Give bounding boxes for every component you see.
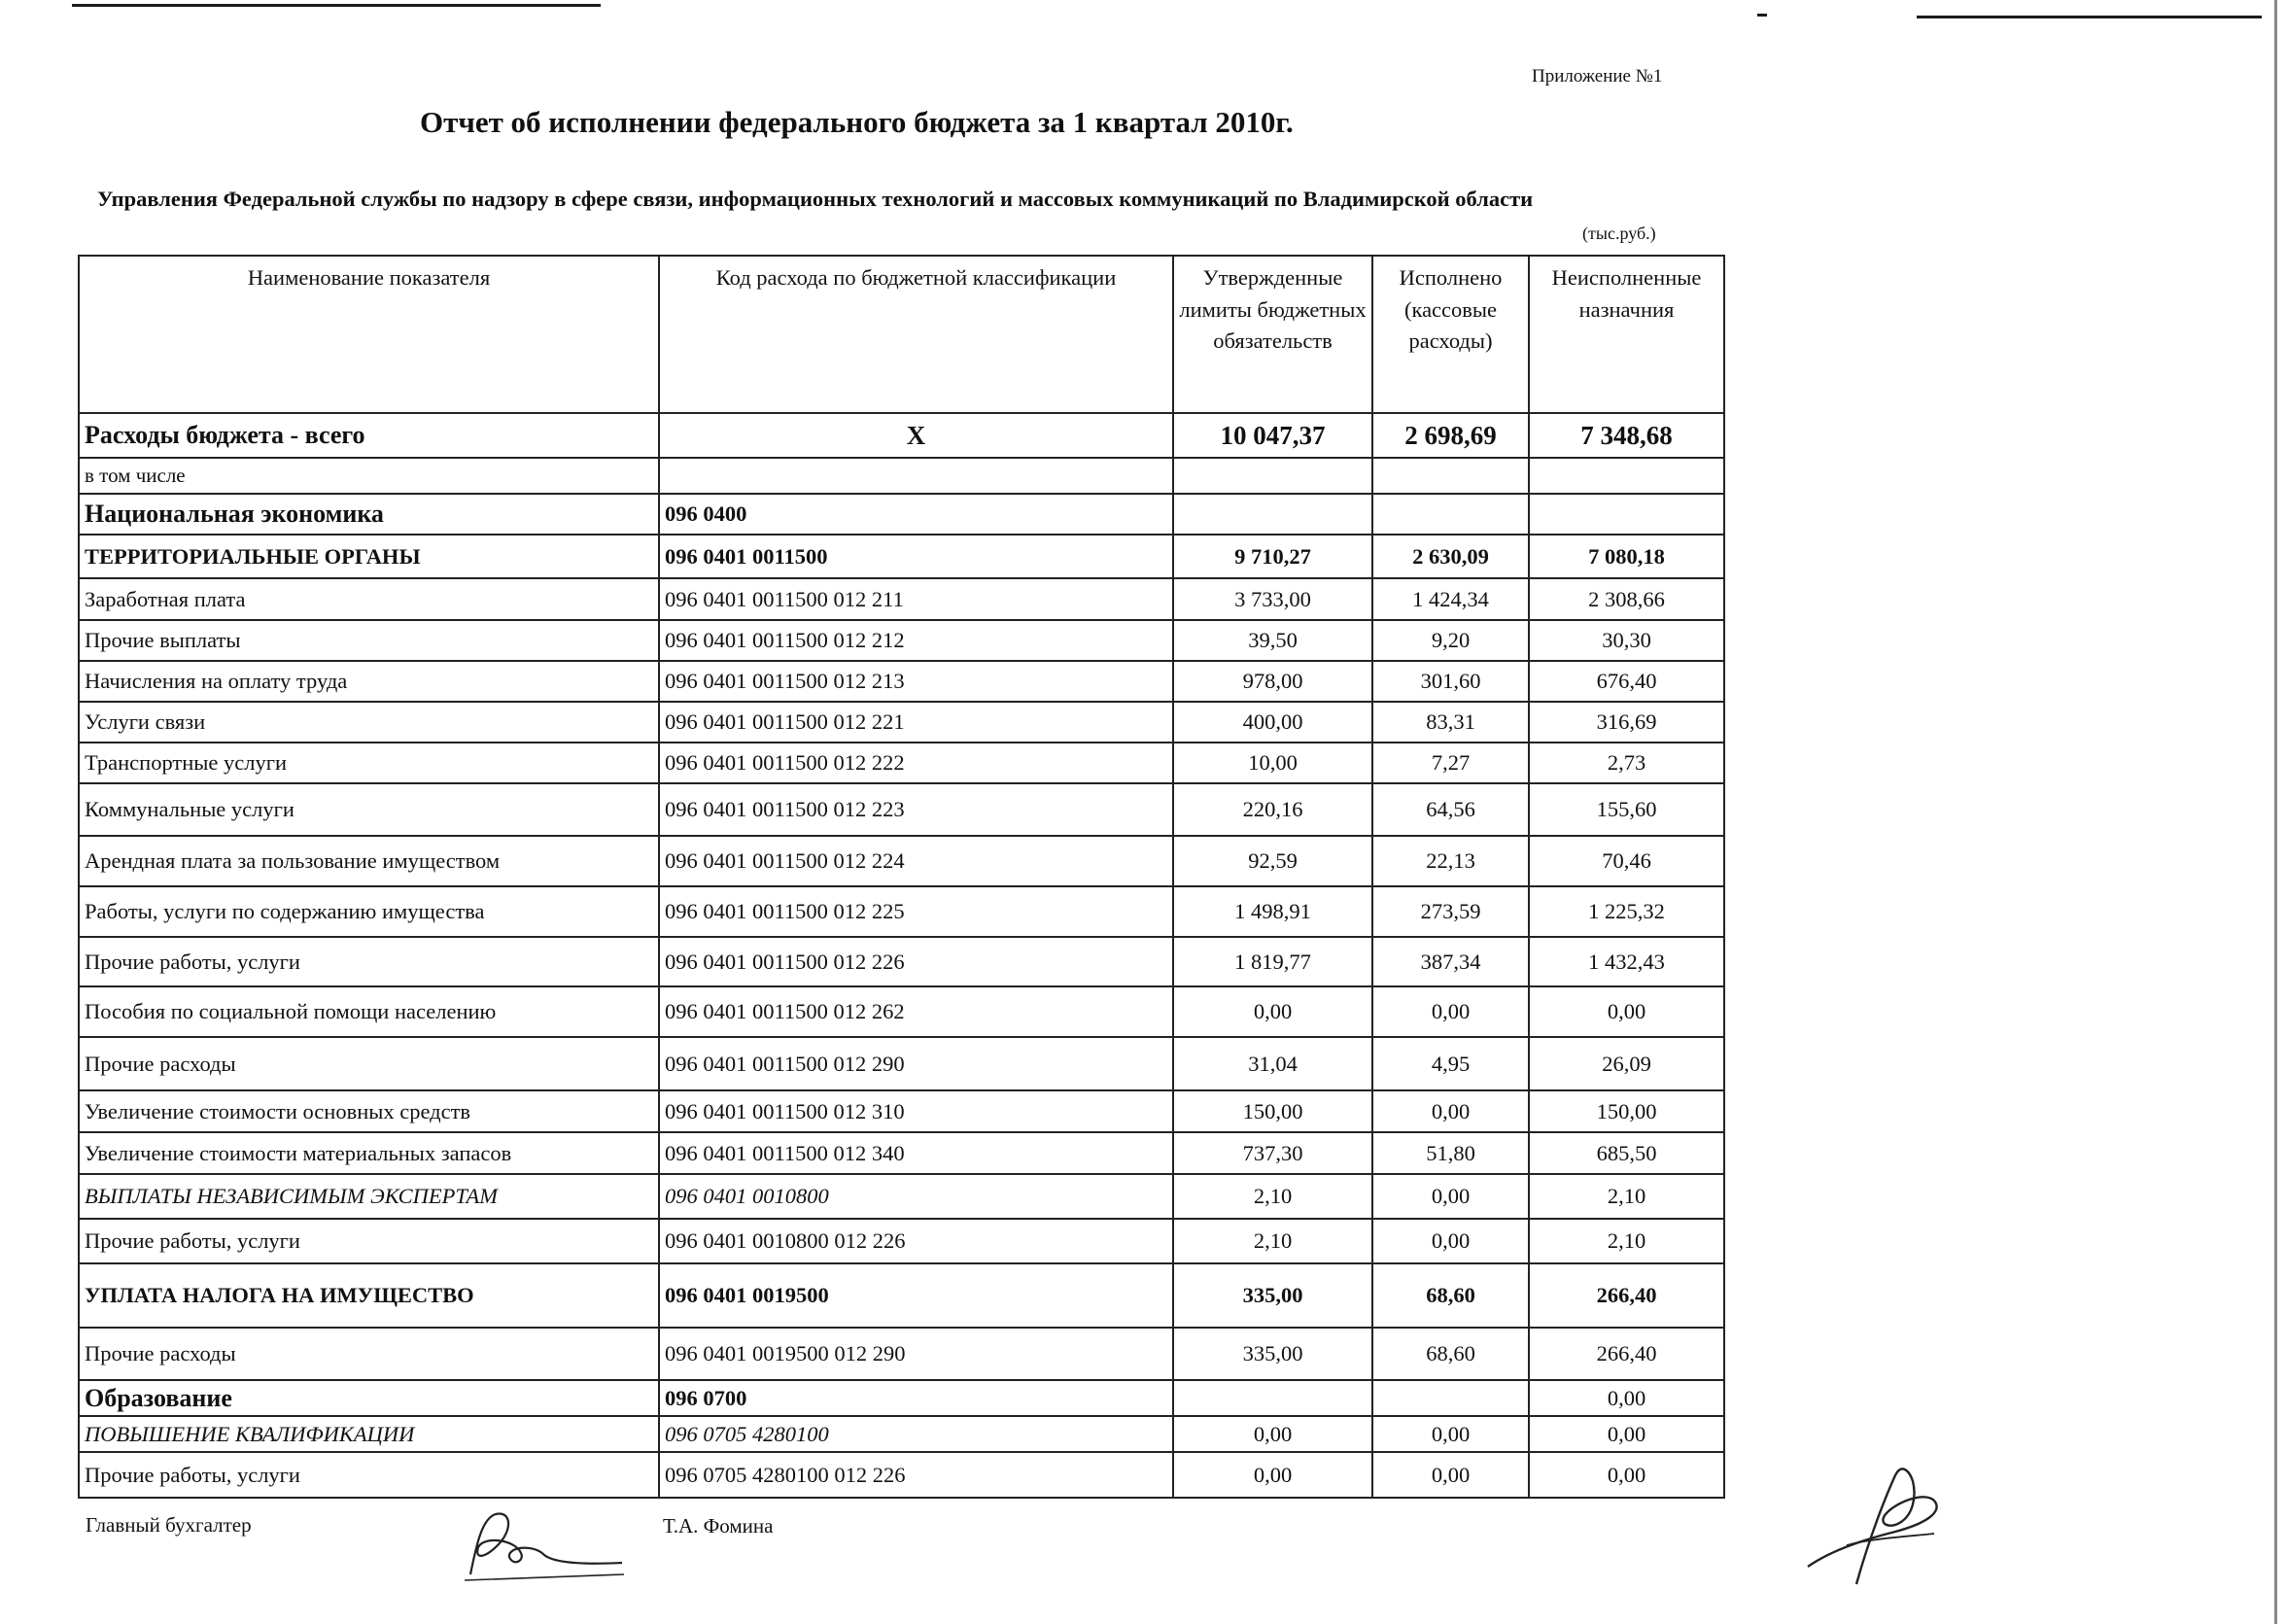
cell-code: 096 0401 0011500 012 225 [659,886,1173,937]
cell-code: 096 0401 0019500 012 290 [659,1328,1173,1380]
scan-edge-line-right [2274,0,2277,1624]
cell-code: 096 0700 [659,1380,1173,1416]
table-row [79,1263,1724,1328]
cell-limit: 335,00 [1173,1263,1372,1328]
cell-done: 9,20 [1372,620,1529,661]
cell-rest: 2,10 [1529,1219,1724,1263]
cell-done: 0,00 [1372,1452,1529,1498]
column-header-done: Исполнено (кассовые расходы) [1372,256,1529,413]
table-row [79,1328,1724,1380]
table-row [79,886,1724,937]
table-body [79,413,1724,1498]
cell-limit: 9 710,27 [1173,535,1372,578]
cell-rest: 266,40 [1529,1328,1724,1380]
cell-name: Национальная экономика [79,494,659,535]
cell-name: Прочие расходы [79,1037,659,1090]
cell-code: 096 0401 0010800 012 226 [659,1219,1173,1263]
cell-rest: 316,69 [1529,702,1724,743]
cell-done: 4,95 [1372,1037,1529,1090]
cell-done: 68,60 [1372,1263,1529,1328]
cell-done: 83,31 [1372,702,1529,743]
table-header-row [79,256,1724,413]
cell-limit: 1 498,91 [1173,886,1372,937]
column-header-code: Код расхода по бюджетной классификации [659,256,1173,413]
cell-name: Прочие работы, услуги [79,1219,659,1263]
cell-code: 096 0401 0010800 [659,1174,1173,1219]
cell-code: 096 0401 0011500 012 262 [659,986,1173,1037]
cell-code: 096 0401 0011500 012 310 [659,1090,1173,1132]
cell-rest: 30,30 [1529,620,1724,661]
table-row [79,783,1724,836]
cell-done: 0,00 [1372,986,1529,1037]
budget-table [78,255,1725,1499]
cell-done [1372,494,1529,535]
cell-name: Прочие работы, услуги [79,1452,659,1498]
cell-done: 301,60 [1372,661,1529,702]
cell-done: 64,56 [1372,783,1529,836]
table-row [79,458,1724,494]
cell-limit: 1 819,77 [1173,937,1372,986]
cell-done: 68,60 [1372,1328,1529,1380]
table-row [79,1380,1724,1416]
cell-rest: 150,00 [1529,1090,1724,1132]
cell-code: 096 0401 0011500 012 221 [659,702,1173,743]
cell-name: Увеличение стоимости основных средств [79,1090,659,1132]
cell-done: 22,13 [1372,836,1529,886]
cell-rest: 266,40 [1529,1263,1724,1328]
cell-code: 096 0401 0011500 012 211 [659,578,1173,620]
cell-rest: 7 348,68 [1529,413,1724,458]
table-row [79,1452,1724,1498]
table-row [79,1416,1724,1452]
cell-name: Образование [79,1380,659,1416]
cell-rest: 676,40 [1529,661,1724,702]
cell-done [1372,1380,1529,1416]
cell-rest: 2 308,66 [1529,578,1724,620]
cell-code: 096 0401 0011500 012 224 [659,836,1173,886]
units-label: (тыс.руб.) [1582,224,1656,243]
cell-name: Арендная плата за пользование имуществом [79,836,659,886]
cell-done: 0,00 [1372,1416,1529,1452]
table-row [79,702,1724,743]
cell-rest: 1 432,43 [1529,937,1724,986]
cell-limit: 220,16 [1173,783,1372,836]
cell-name: Увеличение стоимости материальных запасов [79,1132,659,1174]
table-row [79,535,1724,578]
cell-limit: 10,00 [1173,743,1372,783]
table-row [79,620,1724,661]
cell-limit: 3 733,00 [1173,578,1372,620]
cell-name: Работы, услуги по содержанию имущества [79,886,659,937]
cell-code: 096 0401 0019500 [659,1263,1173,1328]
table-row [79,661,1724,702]
table-row [79,1090,1724,1132]
signature-stamp [1788,1458,1954,1594]
table-row [79,1174,1724,1219]
cell-rest: 0,00 [1529,1380,1724,1416]
cell-code: 096 0401 0011500 [659,535,1173,578]
cell-rest: 0,00 [1529,1416,1724,1452]
cell-done: 51,80 [1372,1132,1529,1174]
cell-limit: 2,10 [1173,1174,1372,1219]
cell-name: Расходы бюджета - всего [79,413,659,458]
cell-name: Транспортные услуги [79,743,659,783]
table-row [79,986,1724,1037]
scan-edge-line-top-right [1917,16,2262,18]
table-row [79,937,1724,986]
cell-code [659,458,1173,494]
cell-code: 096 0705 4280100 [659,1416,1173,1452]
cell-name: УПЛАТА НАЛОГА НА ИМУЩЕСТВО [79,1263,659,1328]
cell-rest [1529,494,1724,535]
appendix-label: Приложение №1 [1532,66,1663,86]
cell-code: 096 0705 4280100 012 226 [659,1452,1173,1498]
cell-code: 096 0401 0011500 012 212 [659,620,1173,661]
table-row [79,1219,1724,1263]
cell-limit: 400,00 [1173,702,1372,743]
cell-limit: 0,00 [1173,1416,1372,1452]
table-row [79,1037,1724,1090]
table-row [79,494,1724,535]
cell-done: 2 630,09 [1372,535,1529,578]
cell-rest: 1 225,32 [1529,886,1724,937]
table-row [79,743,1724,783]
cell-rest: 7 080,18 [1529,535,1724,578]
column-header-name: Наименование показателя [79,256,659,413]
cell-rest: 2,10 [1529,1174,1724,1219]
cell-limit: 737,30 [1173,1132,1372,1174]
cell-code: 096 0401 0011500 012 290 [659,1037,1173,1090]
cell-done: 2 698,69 [1372,413,1529,458]
cell-done: 0,00 [1372,1090,1529,1132]
cell-limit [1173,494,1372,535]
table-row [79,413,1724,458]
cell-done: 387,34 [1372,937,1529,986]
cell-done [1372,458,1529,494]
chief-accountant-name: Т.А. Фомина [663,1514,774,1538]
cell-limit: 2,10 [1173,1219,1372,1263]
cell-rest: 0,00 [1529,986,1724,1037]
table-row [79,836,1724,886]
cell-name: ТЕРРИТОРИАЛЬНЫЕ ОРГАНЫ [79,535,659,578]
cell-done: 0,00 [1372,1219,1529,1263]
cell-code: 096 0401 0011500 012 222 [659,743,1173,783]
cell-name: в том числе [79,458,659,494]
cell-code: 096 0400 [659,494,1173,535]
cell-done: 7,27 [1372,743,1529,783]
cell-limit: 335,00 [1173,1328,1372,1380]
report-subtitle: Управления Федеральной службы по надзору в сфере связи, информационных технологий и массовых коммуникаций по Владимирской области [97,187,1534,211]
cell-name: Услуги связи [79,702,659,743]
cell-limit [1173,1380,1372,1416]
cell-name: Прочие выплаты [79,620,659,661]
cell-code: 096 0401 0011500 012 226 [659,937,1173,986]
cell-limit [1173,458,1372,494]
cell-name: ВЫПЛАТЫ НЕЗАВИСИМЫМ ЭКСПЕРТАМ [79,1174,659,1219]
cell-rest [1529,458,1724,494]
cell-limit: 150,00 [1173,1090,1372,1132]
cell-code: 096 0401 0011500 012 340 [659,1132,1173,1174]
cell-limit: 31,04 [1173,1037,1372,1090]
scan-edge-mark [1757,14,1767,17]
report-title: Отчет об исполнении федерального бюджета за 1 квартал 2010г. [420,105,1294,139]
cell-rest: 685,50 [1529,1132,1724,1174]
cell-name: Заработная плата [79,578,659,620]
cell-name: ПОВЫШЕНИЕ КВАЛИФИКАЦИИ [79,1416,659,1452]
cell-done: 273,59 [1372,886,1529,937]
cell-limit: 0,00 [1173,986,1372,1037]
cell-code: 096 0401 0011500 012 223 [659,783,1173,836]
cell-limit: 0,00 [1173,1452,1372,1498]
cell-rest: 26,09 [1529,1037,1724,1090]
cell-limit: 92,59 [1173,836,1372,886]
cell-name: Прочие работы, услуги [79,937,659,986]
table-row [79,578,1724,620]
cell-code: X [659,413,1173,458]
cell-rest: 155,60 [1529,783,1724,836]
cell-code: 096 0401 0011500 012 213 [659,661,1173,702]
cell-name: Пособия по социальной помощи населению [79,986,659,1037]
column-header-limit: Утвержденные лимиты бюджетных обязательств [1173,256,1372,413]
cell-done: 0,00 [1372,1174,1529,1219]
cell-rest: 70,46 [1529,836,1724,886]
cell-name: Начисления на оплату труда [79,661,659,702]
cell-name: Коммунальные услуги [79,783,659,836]
signature-accountant [457,1497,632,1584]
cell-done: 1 424,34 [1372,578,1529,620]
table-row [79,1132,1724,1174]
cell-name: Прочие расходы [79,1328,659,1380]
cell-limit: 978,00 [1173,661,1372,702]
chief-accountant-label: Главный бухгалтер [86,1513,252,1537]
cell-limit: 39,50 [1173,620,1372,661]
cell-limit: 10 047,37 [1173,413,1372,458]
cell-rest: 0,00 [1529,1452,1724,1498]
scan-edge-line-top-left [72,4,601,7]
cell-rest: 2,73 [1529,743,1724,783]
column-header-rest: Неисполненные назначния [1529,256,1724,413]
